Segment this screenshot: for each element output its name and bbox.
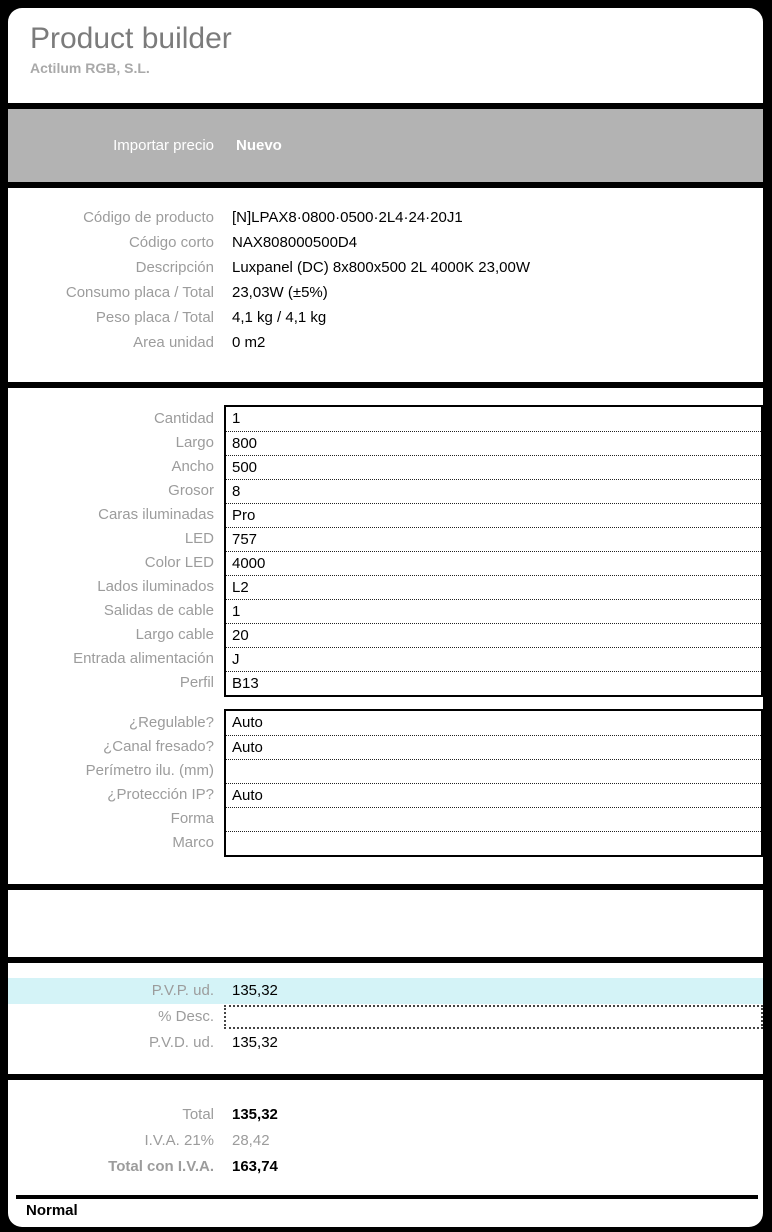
product-info-section — [8, 188, 763, 382]
info-row-area — [8, 330, 763, 355]
field-proteccion-ip[interactable]: Auto — [226, 783, 761, 807]
discount-row — [8, 1004, 763, 1030]
info-row-descripcion — [8, 255, 763, 280]
toolbar — [8, 109, 763, 182]
info-label: Código de producto — [83, 209, 214, 226]
total-value: 135,32 — [232, 1106, 278, 1123]
form-label-perimetro-ilu: Perímetro ilu. (mm) — [85, 762, 214, 779]
import-price-button[interactable]: Importar precio — [113, 137, 214, 154]
pvp-label: P.V.P. ud. — [151, 982, 214, 999]
options-block — [8, 709, 763, 857]
header-section — [8, 8, 763, 103]
info-label: Consumo placa / Total — [65, 284, 214, 301]
empty-section — [8, 890, 763, 957]
field-entrada-alimentacion[interactable]: J — [226, 647, 761, 671]
form-label-forma: Forma — [170, 810, 214, 827]
description-value: Luxpanel (DC) 8x800x500 2L 4000K 23,00W — [232, 259, 530, 276]
form-label-salidas-de-cable: Salidas de cable — [103, 602, 214, 619]
total-with-iva-value: 163,74 — [232, 1158, 278, 1175]
form-label-regulable: ¿Regulable? — [128, 714, 214, 731]
info-row-codigo-corto — [8, 230, 763, 255]
status-badge: Normal — [26, 1202, 78, 1219]
iva-row — [8, 1128, 763, 1154]
product-code-value: [N]LPAX8·0800·0500·2L4·24·20J1 — [232, 209, 463, 226]
field-color-led[interactable]: 4000 — [226, 551, 761, 575]
form-label-perfil: Perfil — [179, 674, 214, 691]
discount-label: % Desc. — [158, 1008, 214, 1025]
pvd-label: P.V.D. ud. — [148, 1034, 214, 1051]
form-label-largo: Largo — [175, 434, 214, 451]
weight-value: 4,1 kg / 4,1 kg — [232, 309, 327, 326]
iva-value: 28,42 — [232, 1132, 270, 1149]
field-largo[interactable]: 800 — [226, 431, 761, 455]
form-label-grosor: Grosor — [168, 482, 214, 499]
pvp-row — [8, 978, 763, 1004]
field-led[interactable]: 757 — [226, 527, 761, 551]
info-row-peso — [8, 305, 763, 330]
short-code-value: NAX808000500D4 — [232, 234, 358, 251]
dimensions-fields-box — [224, 405, 763, 697]
field-perimetro-ilu[interactable] — [226, 759, 761, 783]
form-blocks-gap — [8, 697, 763, 709]
field-caras-iluminadas[interactable]: Pro — [226, 503, 761, 527]
field-ancho[interactable]: 500 — [226, 455, 761, 479]
form-label-ancho: Ancho — [171, 458, 214, 475]
form-label-largo-cable: Largo cable — [135, 626, 214, 643]
form-label-lados-iluminados: Lados iluminados — [97, 578, 214, 595]
form-section — [8, 388, 763, 884]
form-label-proteccion-ip: ¿Protección IP? — [107, 786, 214, 803]
field-desc[interactable] — [224, 1005, 763, 1029]
options-labels — [8, 709, 224, 857]
info-row-consumo — [8, 280, 763, 305]
pvd-value: 135,32 — [232, 1034, 278, 1051]
info-label: Peso placa / Total — [95, 309, 214, 326]
field-largo-cable[interactable]: 20 — [226, 623, 761, 647]
dimensions-block — [8, 405, 763, 697]
page-title: Product builder — [30, 22, 232, 55]
new-button[interactable]: Nuevo — [236, 137, 282, 154]
total-row — [8, 1102, 763, 1128]
options-fields-box — [224, 709, 763, 857]
field-canal-fresado[interactable]: Auto — [226, 735, 761, 759]
total-with-iva-label: Total con I.V.A. — [108, 1158, 214, 1175]
form-label-marco: Marco — [172, 834, 214, 851]
dimensions-labels — [8, 405, 224, 697]
total-with-iva-row — [8, 1154, 763, 1180]
iva-label: I.V.A. 21% — [144, 1132, 214, 1149]
field-lados-iluminados[interactable]: L2 — [226, 575, 761, 599]
field-regulable[interactable]: Auto — [232, 714, 263, 731]
pvd-row — [8, 1030, 763, 1056]
form-label-entrada-alimentacion: Entrada alimentación — [73, 650, 214, 667]
field-perfil[interactable]: B13 — [226, 671, 761, 695]
info-label: Area unidad — [133, 334, 214, 351]
field-forma[interactable] — [226, 807, 761, 831]
form-label-color-led: Color LED — [144, 554, 214, 571]
info-label: Código corto — [128, 234, 214, 251]
info-label: Descripción — [135, 259, 214, 276]
area-value: 0 m2 — [232, 334, 266, 351]
totals-section — [8, 1080, 763, 1227]
form-label-cantidad: Cantidad — [153, 410, 214, 427]
field-pvp[interactable]: 135,32 — [232, 982, 278, 999]
consumption-value: 23,03W (±5%) — [232, 284, 328, 301]
pricing-section — [8, 963, 763, 1074]
total-label: Total — [182, 1106, 214, 1123]
form-label-canal-fresado: ¿Canal fresado? — [103, 738, 214, 755]
company-subtitle: Actilum RGB, S.L. — [30, 60, 150, 76]
field-grosor[interactable]: 8 — [226, 479, 761, 503]
form-label-led: LED — [184, 530, 214, 547]
field-cantidad[interactable]: 1 — [232, 410, 241, 427]
field-marco[interactable] — [226, 831, 761, 855]
form-label-caras-iluminadas: Caras iluminadas — [98, 506, 214, 523]
product-builder-card — [8, 8, 763, 1227]
info-row-codigo-producto — [8, 205, 763, 230]
field-salidas-de-cable[interactable]: 1 — [226, 599, 761, 623]
